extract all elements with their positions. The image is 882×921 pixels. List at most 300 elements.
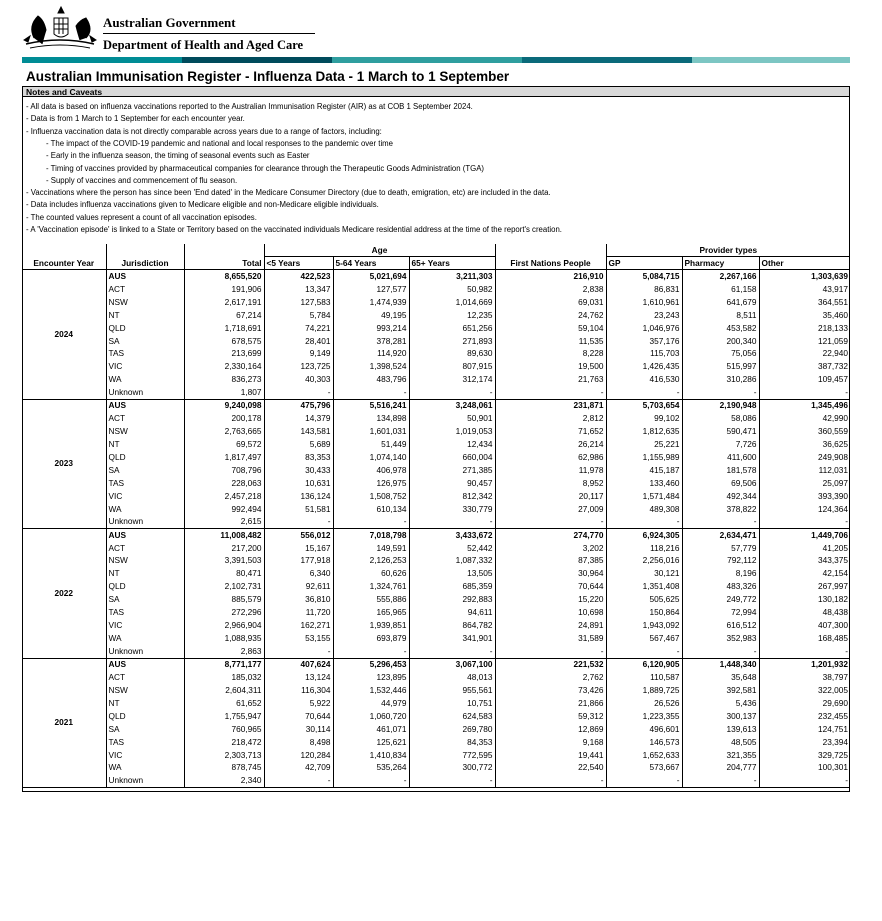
table-group-header-row [22, 244, 850, 257]
table-row [22, 412, 850, 425]
value-cell: 15,167 [264, 542, 333, 555]
value-cell: 271,385 [409, 464, 495, 477]
value-cell: 483,326 [682, 580, 759, 593]
encounter-year-cell: 2021 [22, 658, 106, 787]
value-cell: 221,532 [495, 658, 606, 671]
note-item: - Data includes influenza vaccinations given to Medicare eligible and non-Medicare eligible individuals. [26, 200, 379, 210]
value-cell: - [606, 774, 682, 787]
jurisdiction-cell: SA [106, 464, 184, 477]
value-cell: 1,345,496 [759, 399, 850, 412]
value-cell: - [606, 645, 682, 658]
value-cell: 1,755,947 [184, 710, 264, 723]
value-cell: 2,966,904 [184, 619, 264, 632]
table-row [22, 723, 850, 736]
value-cell: 61,652 [184, 697, 264, 710]
note-item: - Data is from 1 March to 1 September for each encounter year. [26, 114, 245, 124]
value-cell: 5,436 [682, 697, 759, 710]
jurisdiction-cell: ACT [106, 542, 184, 555]
table-row [22, 593, 850, 606]
value-cell: 25,097 [759, 477, 850, 490]
encounter-year-cell: 2023 [22, 399, 106, 528]
value-cell: 134,898 [333, 412, 409, 425]
value-cell: 836,273 [184, 373, 264, 386]
value-cell: 1,943,092 [606, 619, 682, 632]
value-cell: 1,508,752 [333, 490, 409, 503]
value-cell: 1,014,669 [409, 296, 495, 309]
value-cell: 2,330,164 [184, 360, 264, 373]
jurisdiction-cell: QLD [106, 710, 184, 723]
value-cell: - [409, 774, 495, 787]
value-cell: 393,390 [759, 490, 850, 503]
value-cell: 556,012 [264, 529, 333, 542]
value-cell: 3,433,672 [409, 529, 495, 542]
value-cell: 51,581 [264, 503, 333, 516]
value-cell: 218,133 [759, 322, 850, 335]
value-cell: 218,472 [184, 736, 264, 749]
jurisdiction-cell: ACT [106, 671, 184, 684]
value-cell: 87,385 [495, 555, 606, 568]
value-cell: 123,725 [264, 360, 333, 373]
value-cell: 11,008,482 [184, 529, 264, 542]
value-cell: 555,886 [333, 593, 409, 606]
table-row [22, 283, 850, 296]
value-cell: 2,863 [184, 645, 264, 658]
value-cell: 2,763,665 [184, 425, 264, 438]
value-cell: 28,401 [264, 335, 333, 348]
value-cell: 807,915 [409, 360, 495, 373]
value-cell: - [495, 386, 606, 399]
value-cell: 20,117 [495, 490, 606, 503]
value-cell: 322,005 [759, 684, 850, 697]
value-cell: 1,939,851 [333, 619, 409, 632]
gov-name: Australian Government [103, 15, 236, 30]
value-cell: 58,086 [682, 412, 759, 425]
table-row [22, 516, 850, 529]
value-cell: 19,441 [495, 749, 606, 762]
value-cell: - [264, 386, 333, 399]
value-cell: 13,505 [409, 567, 495, 580]
value-cell: 42,990 [759, 412, 850, 425]
table-row [22, 736, 850, 749]
table-row [22, 542, 850, 555]
value-cell: 411,600 [682, 451, 759, 464]
value-cell: 231,871 [495, 399, 606, 412]
value-cell: 22,540 [495, 762, 606, 775]
encounter-year-cell: 2024 [22, 270, 106, 399]
note-item: - Timing of vaccines provided by pharmaceutical companies for clearance through the Therapeutic Goods Administration (TGA) [46, 163, 484, 173]
table-row [22, 619, 850, 632]
value-cell: 36,625 [759, 438, 850, 451]
value-cell: 1,889,725 [606, 684, 682, 697]
value-cell: - [682, 516, 759, 529]
value-cell: 2,812 [495, 412, 606, 425]
influenza-data-table [22, 244, 850, 788]
value-cell: 515,997 [682, 360, 759, 373]
value-cell: - [409, 386, 495, 399]
value-cell: 505,625 [606, 593, 682, 606]
col-other: Other [759, 257, 850, 270]
value-cell: - [264, 516, 333, 529]
jurisdiction-cell: Unknown [106, 774, 184, 787]
value-cell: 6,120,905 [606, 658, 682, 671]
table-row [22, 645, 850, 658]
value-cell: 2,615 [184, 516, 264, 529]
value-cell: 146,573 [606, 736, 682, 749]
value-cell: 43,917 [759, 283, 850, 296]
value-cell: 489,308 [606, 503, 682, 516]
value-cell: 1,449,706 [759, 529, 850, 542]
value-cell: 2,256,016 [606, 555, 682, 568]
value-cell: 162,271 [264, 619, 333, 632]
value-cell: 42,709 [264, 762, 333, 775]
value-cell: 51,449 [333, 438, 409, 451]
col-gp: GP [606, 257, 682, 270]
value-cell: 94,611 [409, 606, 495, 619]
jurisdiction-cell: NT [106, 567, 184, 580]
value-cell: 378,281 [333, 335, 409, 348]
value-cell: 864,782 [409, 619, 495, 632]
value-cell: 343,375 [759, 555, 850, 568]
value-cell: 130,182 [759, 593, 850, 606]
value-cell: 71,652 [495, 425, 606, 438]
value-cell: 1,019,053 [409, 425, 495, 438]
value-cell: 127,583 [264, 296, 333, 309]
value-cell: 11,978 [495, 464, 606, 477]
value-cell: 1,532,446 [333, 684, 409, 697]
value-cell: 44,979 [333, 697, 409, 710]
value-cell: 267,997 [759, 580, 850, 593]
value-cell: 3,391,503 [184, 555, 264, 568]
jurisdiction-cell: WA [106, 632, 184, 645]
value-cell: 3,248,061 [409, 399, 495, 412]
value-cell: 1,410,834 [333, 749, 409, 762]
note-item: - Influenza vaccination data is not directly comparable across years due to a range of factors, including: [26, 126, 382, 136]
value-cell: 116,304 [264, 684, 333, 697]
value-cell: 70,644 [495, 580, 606, 593]
value-cell: 89,630 [409, 348, 495, 361]
value-cell: 70,644 [264, 710, 333, 723]
provider-group-header: Provider types [606, 244, 850, 257]
jurisdiction-cell: VIC [106, 360, 184, 373]
jurisdiction-cell: QLD [106, 451, 184, 464]
value-cell: 92,611 [264, 580, 333, 593]
value-cell: - [333, 386, 409, 399]
value-cell: 14,379 [264, 412, 333, 425]
value-cell: 168,485 [759, 632, 850, 645]
col-5-64: 5-64 Years [333, 257, 409, 270]
table-row [22, 425, 850, 438]
table-row [22, 749, 850, 762]
value-cell: 26,526 [606, 697, 682, 710]
value-cell: 40,303 [264, 373, 333, 386]
value-cell: 115,703 [606, 348, 682, 361]
value-cell: 461,071 [333, 723, 409, 736]
value-cell: 25,221 [606, 438, 682, 451]
value-cell: 1,351,408 [606, 580, 682, 593]
value-cell: 300,772 [409, 762, 495, 775]
value-cell: 1,398,524 [333, 360, 409, 373]
value-cell: 12,434 [409, 438, 495, 451]
value-cell: 2,267,166 [682, 270, 759, 283]
note-item: - Supply of vaccines and commencement of flu season. [46, 175, 238, 185]
value-cell: 11,535 [495, 335, 606, 348]
value-cell: 1,088,935 [184, 632, 264, 645]
note-item: - Vaccinations where the person has since been 'End dated' in the Medicare Consumer Directory (due to death, emigration, etc) are included in the data. [26, 188, 551, 198]
value-cell: - [264, 774, 333, 787]
value-cell: 422,523 [264, 270, 333, 283]
table-row [22, 360, 850, 373]
value-cell: 330,779 [409, 503, 495, 516]
value-cell: 133,460 [606, 477, 682, 490]
jurisdiction-cell: NSW [106, 684, 184, 697]
header-color-stripe [22, 57, 850, 63]
table-row [22, 335, 850, 348]
jurisdiction-cell: QLD [106, 580, 184, 593]
notes-heading: Notes and Caveats [23, 87, 849, 97]
stripe-segment [522, 57, 692, 63]
value-cell: 36,810 [264, 593, 333, 606]
value-cell: 8,498 [264, 736, 333, 749]
value-cell: 10,698 [495, 606, 606, 619]
value-cell: 53,155 [264, 632, 333, 645]
value-cell: 5,922 [264, 697, 333, 710]
table-row [22, 477, 850, 490]
value-cell: 118,216 [606, 542, 682, 555]
table-row [22, 490, 850, 503]
value-cell: - [333, 516, 409, 529]
value-cell: 1,087,332 [409, 555, 495, 568]
value-cell: 165,965 [333, 606, 409, 619]
table-row [22, 309, 850, 322]
table-row [22, 296, 850, 309]
value-cell: - [759, 645, 850, 658]
value-cell: 567,467 [606, 632, 682, 645]
value-cell: 7,726 [682, 438, 759, 451]
value-cell: 232,455 [759, 710, 850, 723]
value-cell: - [333, 645, 409, 658]
jurisdiction-cell: TAS [106, 736, 184, 749]
encounter-year-cell: 2022 [22, 529, 106, 658]
value-cell: 60,626 [333, 567, 409, 580]
value-cell: 191,906 [184, 283, 264, 296]
value-cell: 453,582 [682, 322, 759, 335]
jurisdiction-cell: SA [106, 335, 184, 348]
header-divider [103, 33, 315, 34]
value-cell: 200,340 [682, 335, 759, 348]
value-cell: 124,364 [759, 503, 850, 516]
value-cell: 19,500 [495, 360, 606, 373]
value-cell: 274,770 [495, 529, 606, 542]
value-cell: 8,655,520 [184, 270, 264, 283]
value-cell: 10,631 [264, 477, 333, 490]
value-cell: 693,879 [333, 632, 409, 645]
value-cell: 492,344 [682, 490, 759, 503]
value-cell: 42,154 [759, 567, 850, 580]
stripe-segment [332, 57, 522, 63]
value-cell: 8,952 [495, 477, 606, 490]
value-cell: 5,021,694 [333, 270, 409, 283]
value-cell: 885,579 [184, 593, 264, 606]
value-cell: 2,838 [495, 283, 606, 296]
value-cell: 660,004 [409, 451, 495, 464]
value-cell: - [495, 516, 606, 529]
value-cell: 200,178 [184, 412, 264, 425]
value-cell: 992,494 [184, 503, 264, 516]
value-cell: - [409, 645, 495, 658]
jurisdiction-cell: QLD [106, 322, 184, 335]
jurisdiction-cell: ACT [106, 283, 184, 296]
jurisdiction-cell: NSW [106, 296, 184, 309]
value-cell: 312,174 [409, 373, 495, 386]
value-cell: 249,772 [682, 593, 759, 606]
value-cell: 1,060,720 [333, 710, 409, 723]
note-item: - The counted values represent a count of all vaccination episodes. [26, 212, 257, 222]
jurisdiction-cell: NSW [106, 555, 184, 568]
value-cell: 2,190,948 [682, 399, 759, 412]
value-cell: 21,866 [495, 697, 606, 710]
table-row [22, 710, 850, 723]
value-cell: 792,112 [682, 555, 759, 568]
value-cell: 8,196 [682, 567, 759, 580]
value-cell: 2,634,471 [682, 529, 759, 542]
table-row [22, 697, 850, 710]
value-cell: 483,796 [333, 373, 409, 386]
jurisdiction-cell: WA [106, 762, 184, 775]
value-cell: 2,617,191 [184, 296, 264, 309]
value-cell: 616,512 [682, 619, 759, 632]
value-cell: 23,243 [606, 309, 682, 322]
value-cell: 109,457 [759, 373, 850, 386]
jurisdiction-cell: AUS [106, 270, 184, 283]
value-cell: 12,235 [409, 309, 495, 322]
jurisdiction-cell: WA [106, 373, 184, 386]
value-cell: 1,074,140 [333, 451, 409, 464]
value-cell: 12,869 [495, 723, 606, 736]
jurisdiction-cell: TAS [106, 477, 184, 490]
value-cell: - [606, 516, 682, 529]
value-cell: 125,621 [333, 736, 409, 749]
value-cell: 120,284 [264, 749, 333, 762]
value-cell: 24,891 [495, 619, 606, 632]
jurisdiction-cell: AUS [106, 399, 184, 412]
note-item: - The impact of the COVID-19 pandemic and national and local responses to the pandemic over time [46, 138, 394, 148]
value-cell: 30,964 [495, 567, 606, 580]
value-cell: 6,924,305 [606, 529, 682, 542]
value-cell: 407,300 [759, 619, 850, 632]
value-cell: 378,822 [682, 503, 759, 516]
value-cell: 2,303,713 [184, 749, 264, 762]
value-cell: 48,505 [682, 736, 759, 749]
value-cell: 13,124 [264, 671, 333, 684]
value-cell: 114,920 [333, 348, 409, 361]
value-cell: 357,176 [606, 335, 682, 348]
value-cell: 35,648 [682, 671, 759, 684]
value-cell: 67,214 [184, 309, 264, 322]
jurisdiction-cell: VIC [106, 749, 184, 762]
value-cell: 955,561 [409, 684, 495, 697]
value-cell: 812,342 [409, 490, 495, 503]
jurisdiction-cell: AUS [106, 529, 184, 542]
jurisdiction-cell: TAS [106, 606, 184, 619]
value-cell: 1,817,497 [184, 451, 264, 464]
value-cell: 760,965 [184, 723, 264, 736]
value-cell: - [759, 386, 850, 399]
value-cell: 329,725 [759, 749, 850, 762]
value-cell: 406,978 [333, 464, 409, 477]
value-cell: 1,223,355 [606, 710, 682, 723]
value-cell: 535,264 [333, 762, 409, 775]
value-cell: - [333, 774, 409, 787]
value-cell: 1,652,633 [606, 749, 682, 762]
col-under5: <5 Years [264, 257, 333, 270]
value-cell: 38,797 [759, 671, 850, 684]
table-row [22, 580, 850, 593]
value-cell: 772,595 [409, 749, 495, 762]
jurisdiction-cell: NT [106, 309, 184, 322]
value-cell: 1,610,961 [606, 296, 682, 309]
value-cell: 22,940 [759, 348, 850, 361]
value-cell: 1,155,989 [606, 451, 682, 464]
value-cell: 1,448,340 [682, 658, 759, 671]
table-row [22, 762, 850, 775]
value-cell: 352,983 [682, 632, 759, 645]
table-row [22, 671, 850, 684]
value-cell: 124,751 [759, 723, 850, 736]
value-cell: 100,301 [759, 762, 850, 775]
value-cell: 69,572 [184, 438, 264, 451]
table-row [22, 774, 850, 787]
col-pharmacy: Pharmacy [682, 257, 759, 270]
value-cell: - [409, 516, 495, 529]
value-cell: 84,353 [409, 736, 495, 749]
value-cell: 610,134 [333, 503, 409, 516]
value-cell: 321,355 [682, 749, 759, 762]
col-65plus: 65+ Years [409, 257, 495, 270]
table-row [22, 348, 850, 361]
value-cell: 993,214 [333, 322, 409, 335]
value-cell: 143,581 [264, 425, 333, 438]
value-cell: 2,604,311 [184, 684, 264, 697]
dept-name: Department of Health and Aged Care [103, 38, 304, 52]
note-item: - Early in the influenza season, the timing of seasonal events such as Easter [46, 151, 310, 161]
value-cell: 1,201,932 [759, 658, 850, 671]
value-cell: 590,471 [682, 425, 759, 438]
value-cell: 8,228 [495, 348, 606, 361]
value-cell: 1,303,639 [759, 270, 850, 283]
value-cell: 30,433 [264, 464, 333, 477]
value-cell: 216,910 [495, 270, 606, 283]
jurisdiction-cell: Unknown [106, 386, 184, 399]
value-cell: 90,457 [409, 477, 495, 490]
value-cell: 475,796 [264, 399, 333, 412]
value-cell: 8,771,177 [184, 658, 264, 671]
value-cell: 49,195 [333, 309, 409, 322]
table-row [22, 658, 850, 671]
value-cell: 62,986 [495, 451, 606, 464]
value-cell: 3,211,303 [409, 270, 495, 283]
value-cell: 407,624 [264, 658, 333, 671]
value-cell: 1,324,761 [333, 580, 409, 593]
value-cell: 9,168 [495, 736, 606, 749]
value-cell: 21,763 [495, 373, 606, 386]
value-cell: 1,601,031 [333, 425, 409, 438]
value-cell: 496,601 [606, 723, 682, 736]
value-cell: 72,994 [682, 606, 759, 619]
value-cell: - [495, 774, 606, 787]
value-cell: 651,256 [409, 322, 495, 335]
value-cell: 249,908 [759, 451, 850, 464]
value-cell: 50,901 [409, 412, 495, 425]
